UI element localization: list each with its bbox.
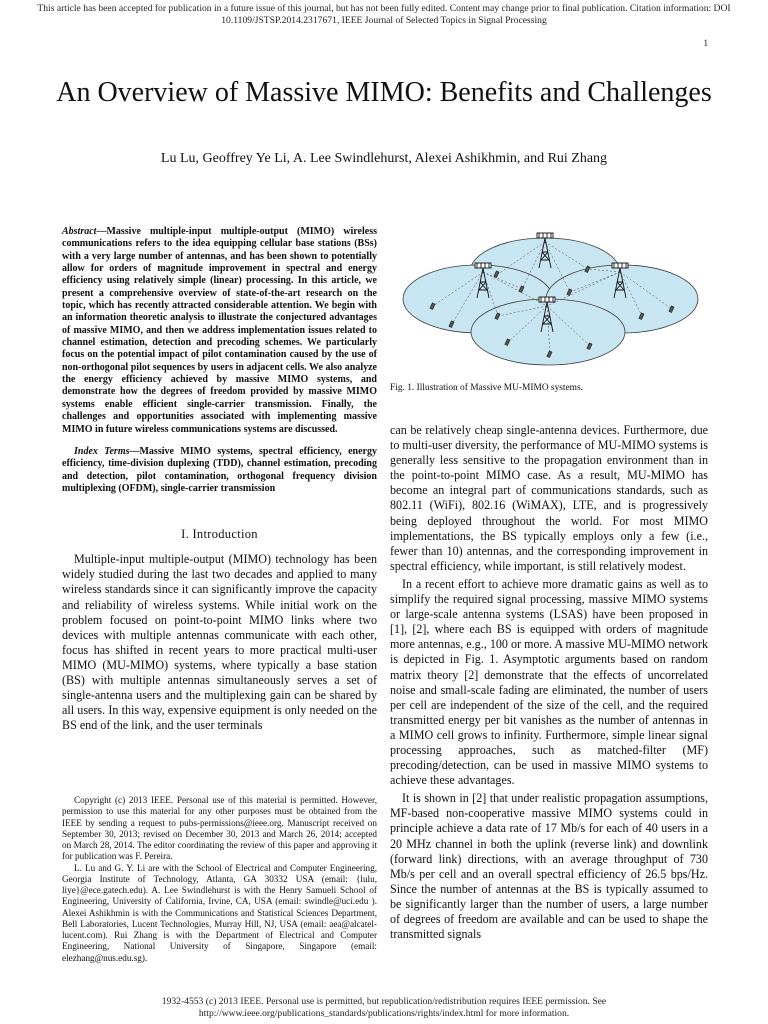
top-notice (0, 3, 768, 27)
bottom-notice-line2: http://www.ieee.org/publications_standards/publications/rights/index.html for more information. (198, 1007, 570, 1019)
massive-mimo-figure (390, 224, 708, 374)
footnote (62, 795, 377, 964)
right-paragraph-3: It is shown in [2] that under realistic propagation assumptions, MF-based non-cooperative massive MIMO systems could in principle achieve a data rate of 17 Mb/s for each of 40 users in a 20 MHz channel in both the uplink (reverse link) and downlink (forward link) directions, with an average throughput of 730 Mb/s per cell and an overall spectral efficiency of 26.5 bps/Hz. Since the number of antennas at the BS is typically assumed to be significantly larger than the number of users, a large number of degrees of freedom are available and can be used to shape the transmitted signals (390, 791, 708, 942)
section-heading: I. Introduction (181, 527, 258, 542)
right-paragraph-2: In a recent effort to achieve more dramatic gains as well as to simplify the required signal processing, massive MIMO systems or large-scale antenna systems (LSAS) have been proposed in [1], [2], where each BS is equipped with orders of magnitude more antennas, e.g., 100 or more. A massive MU-MIMO network is depicted in Fig. 1. Asymptotic arguments based on random matrix theory [2] demonstrate that the effects of uncorrelated noise and small-scale fading are eliminated, the number of users per cell are independent of the size of the cell, and the required transmitted energy per bit vanishes as the number of antennas in a MIMO cell grows to infinity. Furthermore, simple linear signal processing approaches, such as matched-filter (MF) precoding/detection, can be used in massive MIMO systems to achieve these advantages. (390, 576, 708, 788)
bottom-notice-line1: 1932-4553 (c) 2013 IEEE. Personal use is permitted, but republication/redistribution requires IEEE permission. See (161, 996, 607, 1007)
right-column (390, 224, 708, 942)
top-notice-line1: This article has been accepted for publication in a future issue of this journal, but has not been fully edited. Content may change prior to final publication. Citation information: DOI (37, 3, 731, 14)
bottom-notice (0, 996, 768, 1019)
right-paragraph-1: can be relatively cheap single-antenna devices. Furthermore, due to multi-user diversity, the performance of MU-MIMO systems is generally less sensitive to the propagation environment than in the point-to-point MIMO case. As a result, MU-MIMO has become an integral part of communications standards, such as 802.11 (WiFi), 802.16 (WiMAX), LTE, and is progressively being deployed throughout the world. For most MIMO implementations, the BS typically employs only a few (i.e., fewer than 10) antennas, and the corresponding improvement in spectral efficiency, while important, is still relatively modest. (390, 423, 708, 573)
index-terms (62, 446, 377, 495)
footnote-copyright: Copyright (c) 2013 IEEE. Personal use of this material is permitted. However, permission to use this material for any other purposes must be obtained from the IEEE by sending a request to pubs-permissions@ieee.org. Manuscript received on September 30, 2013; revised on December 30, 2013 and March 26, 2014; accepted on March 28, 2014. The editor coordinating the review of this paper and approving it for publication was F. Pereira. (62, 795, 377, 862)
abstract-label: Abstract (62, 226, 97, 237)
abstract-text: —Massive multiple-input multiple-output (MIMO) wireless communications refers to the idea equipping cellular base stations (BSs) with a very large number of antennas, and has been shown to potentially allow for orders of magnitude improvement in spectral and energy efficiency using relatively simple (linear) processing. In this article, we present a comprehensive overview of state-of-the-art research on the topic, which has recently attracted considerable attention. We begin with an information theoretic analysis to illustrate the conjectured advantages of massive MIMO, and then we address implementation issues related to channel estimation, detection and precoding schemes. We particularly focus on the potential impact of pilot contamination caused by the use of non-orthogonal pilot sequences by users in adjacent cells. We also analyze the energy efficiency achieved by massive MIMO systems, and demonstrate how the degrees of freedom provided by massive MIMO systems enable efficient single-carrier transmission. Finally, the challenges and opportunities associated with implementing massive MIMO in future wireless communications systems are discussed. (62, 226, 377, 435)
intro-paragraph: Multiple-input multiple-output (MIMO) technology has been widely studied during the last two decades and applied to many wireless standards since it can significantly improve the capacity and reliability of wireless systems. While initial work on the problem focused on point-to-point MIMO links where two devices with multiple antennas communicate with each other, focus has shifted in recent years to more practical multi-user MIMO (MU-MIMO) systems, where typically a base station (BS) with multiple antennas simultaneously serves a set of single-antenna users and the multiplexing gain can be shared by all users. In this way, expensive equipment is only needed on the BS end of the link, and the user terminals (62, 552, 377, 733)
footnote-affiliations: L. Lu and G. Y. Li are with the School of Electrical and Computer Engineering, Georgia Institute of Technology, Atlanta, GA 30332 USA (email: {lulu, liye}@ece.gatech.edu). A. Lee Swindlehurst is with the Henry Samueli School of Engineering, University of California, Irvine, CA, USA (email: swindle@uci.edu ). Alexei Ashikhmin is with the Communications and Statistical Sciences Department, Bell Laboratories, Lucent Technologies, Murray Hill, NJ, USA (email: aea@alcatel-lucent.com). Rui Zhang is with the Department of Electrical and Computer Engineering, National University of Singapore, Singapore (email: elezhang@nus.edu.sg). (62, 862, 377, 963)
right-column-text (390, 423, 708, 942)
paper-title: An Overview of Massive MIMO: Benefits and Challenges (56, 77, 712, 108)
figure-caption: Fig. 1. Illustration of Massive MU-MIMO systems. (390, 383, 583, 393)
author-list: Lu Lu, Geoffrey Ye Li, A. Lee Swindlehurst, Alexei Ashikhmin, and Rui Zhang (160, 151, 608, 166)
page-number: 1 (703, 38, 708, 48)
abstract (62, 226, 377, 436)
index-terms-label: Index Terms (74, 445, 130, 457)
top-notice-line2: 10.1109/JSTSP.2014.2317671, IEEE Journal of Selected Topics in Signal Processing (221, 15, 547, 26)
index-terms-text: —Massive MIMO systems, spectral efficiency, energy efficiency, time-division duplexing (TDD), channel estimation, precoding and detection, pilot contamination, orthogonal frequency division multiplexing (OFDM), single-carrier transmission (62, 445, 377, 494)
left-column (62, 226, 377, 733)
